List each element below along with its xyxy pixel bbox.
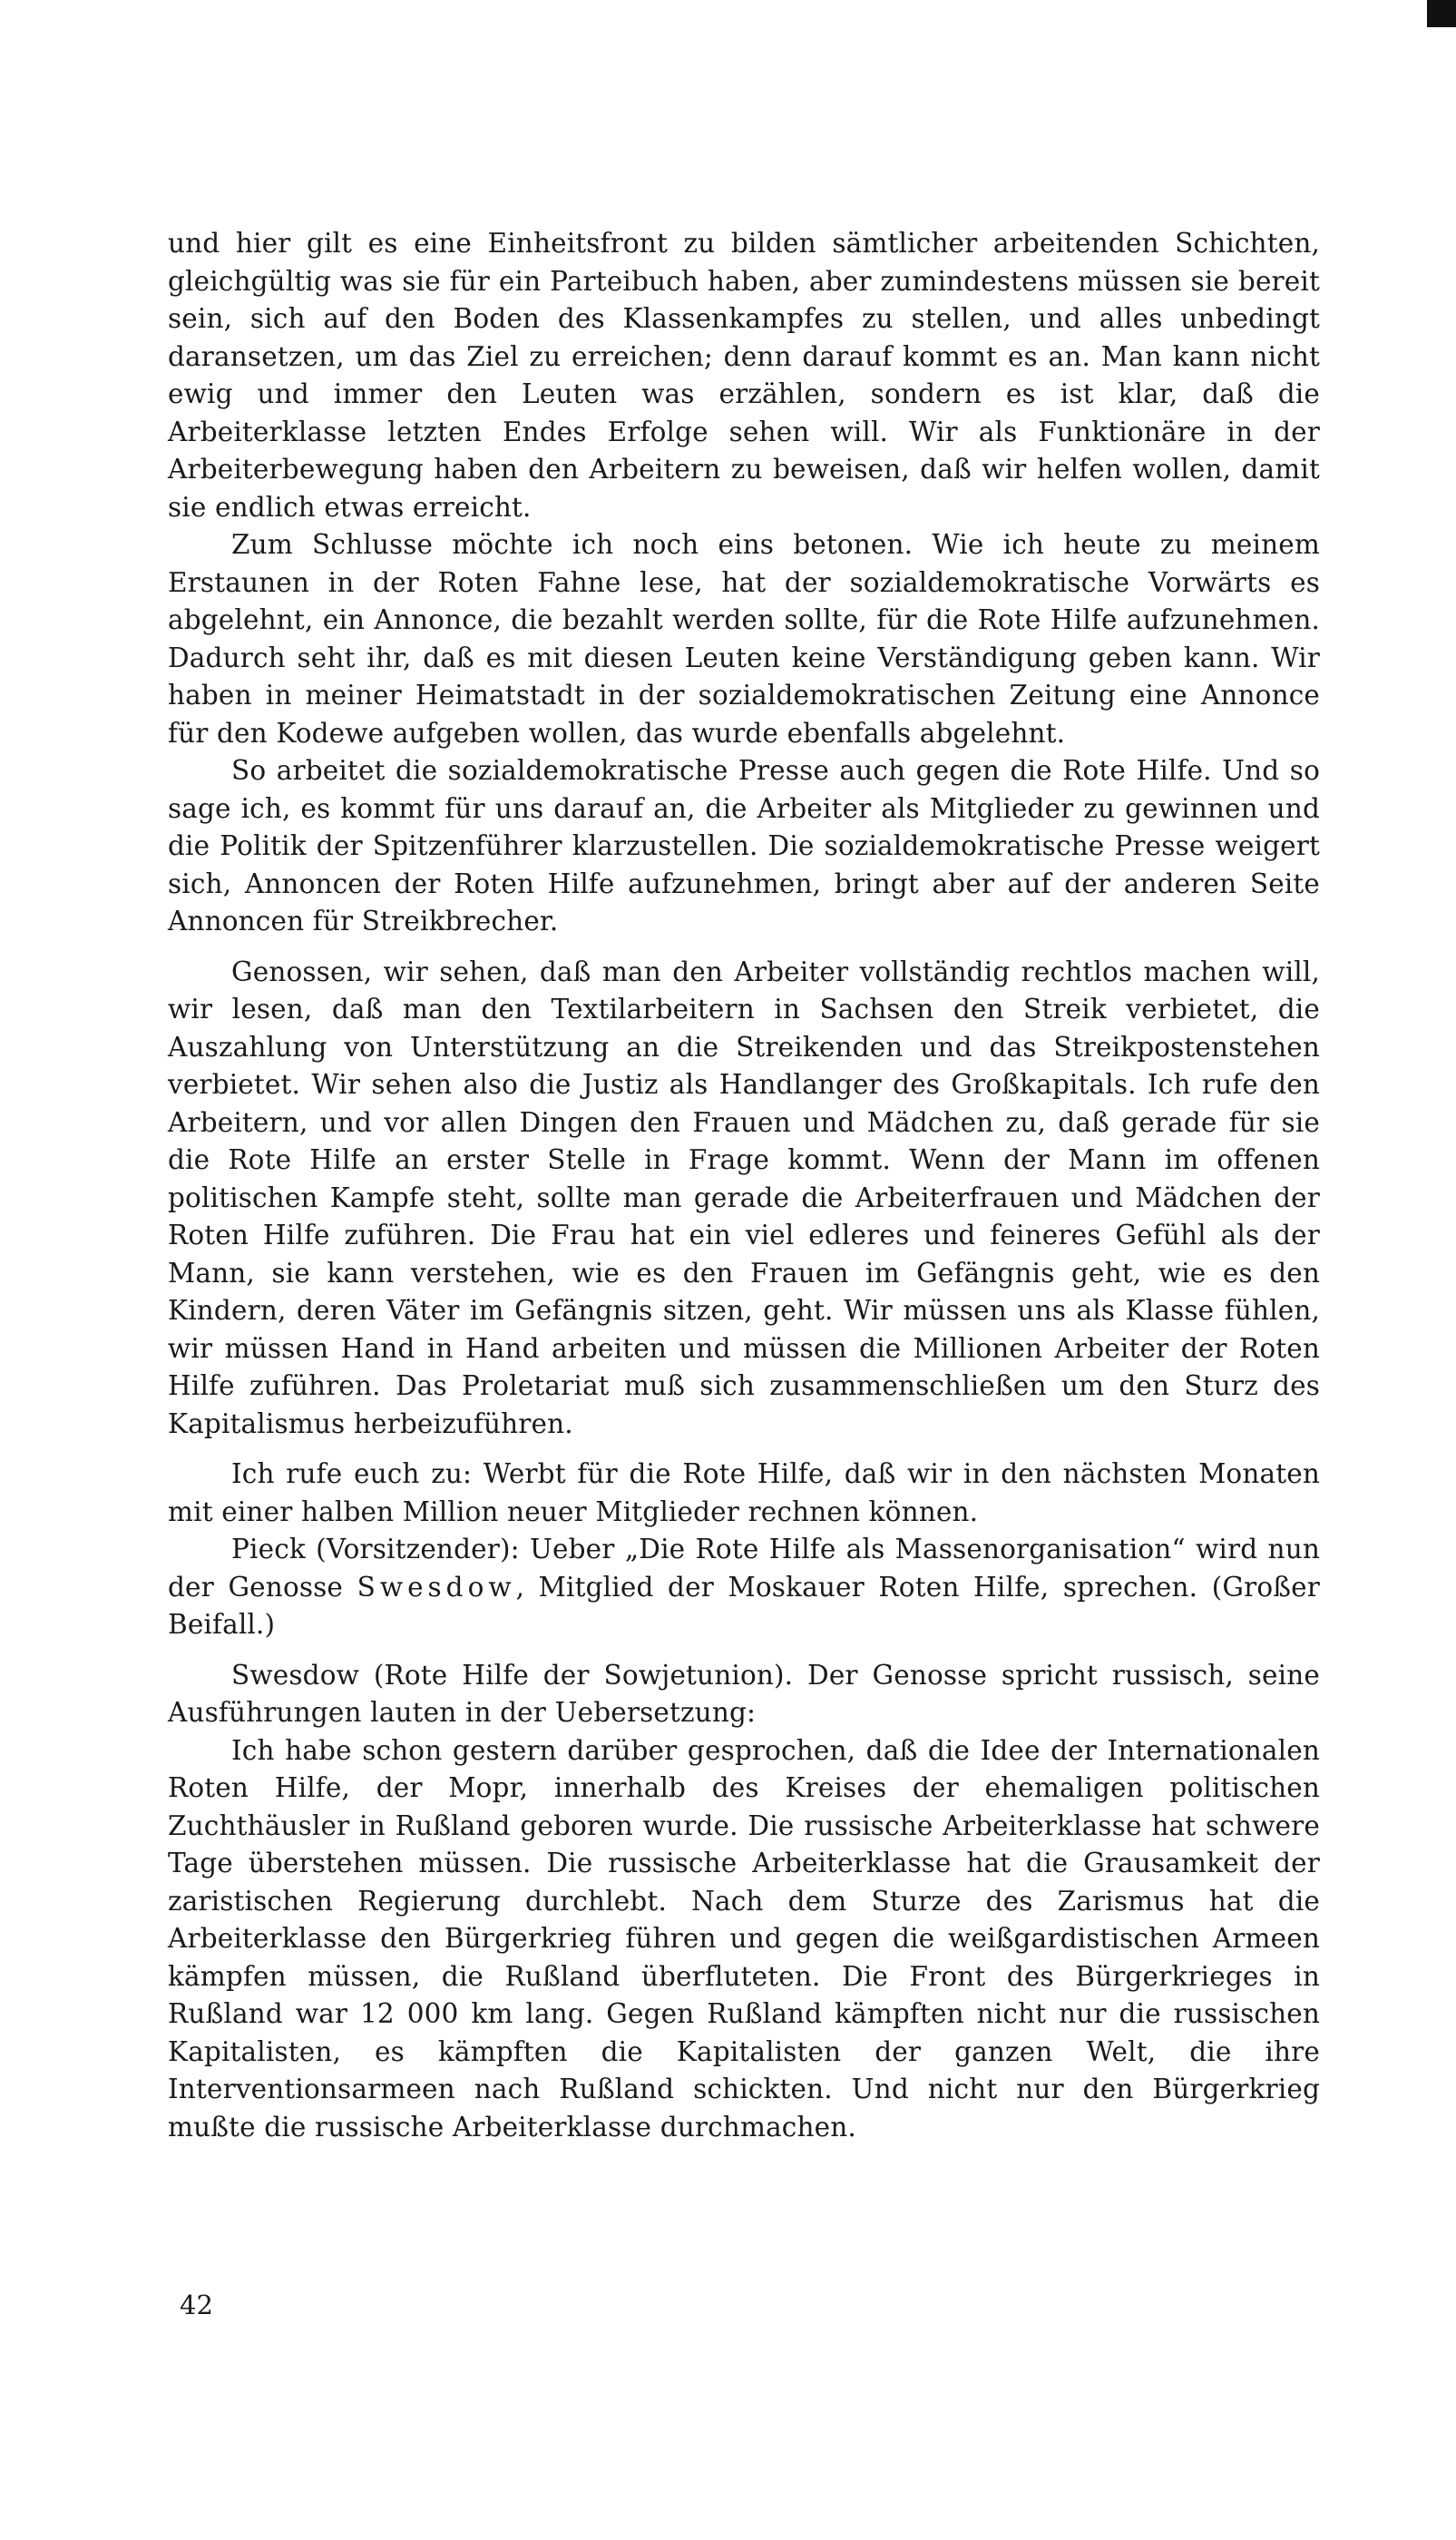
paragraph-einheitsfront: und hier gilt es eine Einheitsfront zu bilden sämtlicher arbeitenden Schichten, gleichgültig was sie für ein Parteibuch haben, aber zumindestens müssen sie bereit sein, sich auf den Boden des Klassenkampfes zu stellen, und alles unbedingt daransetzen, um das Ziel zu erreichen; denn darauf kommt es an. Man kann nicht ewig und immer den Leuten was erzählen, sondern es ist klar, daß die Arbeiterklasse letzten Endes Erfolge sehen will. Wir als Funktionäre in der Arbeiterbewegung haben den Arbeitern zu beweisen, daß wir helfen wollen, damit sie endlich etwas erreicht.	[168, 228, 1320, 523]
paragraph-swesdow-speech: Ich habe schon gestern darüber gesprochen, daß die Idee der Internationalen Roten Hilfe, der Mopr, innerhalb des Kreises der ehemaligen politischen Zuchthäusler in Rußland geboren wurde. Die russische Arbeiterklasse hat schwere Tage überstehen müssen. Die russische Arbeiterklasse hat die Grausamkeit der zaristischen Regierung durchlebt. Nach dem Sturze des Zarismus hat die Arbeiterklasse den Bürgerkrieg führen und gegen die weißgardistischen Armeen kämpfen müssen, die Rußland überfluteten. Die Front des Bürgerkrieges in Rußland war 12 000 km lang. Gegen Rußland kämpften nicht nur die russischen Kapitalisten, es kämpften die Kapitalisten der ganzen Welt, die ihre Interventionsarmeen nach Rußland schickten. Und nicht nur den Bürgerkrieg mußte die russische Arbeiterklasse durchmachen.	[168, 1734, 1320, 2143]
page-number: 42	[180, 2290, 213, 2320]
scan-corner-mark	[1427, 0, 1456, 27]
paragraph-aufruf: Ich rufe euch zu: Werbt für die Rote Hilfe, daß wir in den nächsten Monaten mit einer halben Million neuer Mitglieder rechnen können.	[168, 1458, 1320, 1527]
page-text	[168, 225, 1320, 2146]
speaker-name-spaced: Swesdow	[357, 1571, 516, 1603]
chair-speaker-text: Pieck (Vorsitzender): Ueber „Die Rote Hilfe als Massenorganisation“ wird nun der Genosse	[168, 1534, 1320, 1603]
paragraph-swesdow-intro: Swesdow (Rote Hilfe der Sowjetunion). Der Genosse spricht russisch, seine Ausführungen lauten in der Uebersetzung:	[168, 1659, 1320, 1728]
paragraph-pieck	[168, 1531, 1320, 1644]
chair-rest-text: , Mitglied der Moskauer Roten Hilfe, sprechen. (Großer Beifall.)	[168, 1571, 1320, 1640]
paragraph-presse: So arbeitet die sozialdemokratische Presse auch gegen die Rote Hilfe. Und so sage ich, es kommt für uns darauf an, die Arbeiter als Mitglieder zu gewinnen und die Politik der Spitzenführer klarzustellen. Die sozialdemokratische Presse weigert sich, Annoncen der Roten Hilfe aufzunehmen, bringt aber auf der anderen Seite Annoncen für Streikbrecher.	[168, 755, 1320, 937]
paragraph-schlusse: Zum Schlusse möchte ich noch eins betonen. Wie ich heute zu meinem Erstaunen in der Roten Fahne lese, hat der sozialdemokratische Vorwärts es abgelehnt, ein Annonce, die bezahlt werden sollte, für die Rote Hilfe aufzunehmen. Dadurch seht ihr, daß es mit diesen Leuten keine Verständigung geben kann. Wir haben in meiner Heimatstadt in der sozialdemokratischen Zeitung eine Annonce für den Kodewe aufgeben wollen, das wurde ebenfalls abgelehnt.	[168, 529, 1320, 749]
paragraph-genossen: Genossen, wir sehen, daß man den Arbeiter vollständig rechtlos machen will, wir lesen, daß man den Textilarbeitern in Sachsen den Streik verbietet, die Auszahlung von Unterstützung an die Streikenden und das Streikpostenstehen verbietet. Wir sehen also die Justiz als Handlanger des Großkapitals. Ich rufe den Arbeitern, und vor allen Dingen den Frauen und Mädchen zu, daß gerade für sie die Rote Hilfe an erster Stelle in Frage kommt. Wenn der Mann im offenen politischen Kampfe steht, sollte man gerade die Arbeiterfrauen und Mädchen der Roten Hilfe zuführen. Die Frau hat ein viel edleres und feineres Gefühl als der Mann, sie kann verstehen, wie es den Frauen im Gefängnis geht, wie es den Kindern, deren Väter im Gefängnis sitzen, geht. Wir müssen uns als Klasse fühlen, wir müssen Hand in Hand arbeiten und müssen die Millionen Arbeiter der Roten Hilfe zuführen. Das Proletariat muß sich zusammenschließen um den Sturz des Kapitalismus herbeizuführen.	[168, 956, 1320, 1439]
